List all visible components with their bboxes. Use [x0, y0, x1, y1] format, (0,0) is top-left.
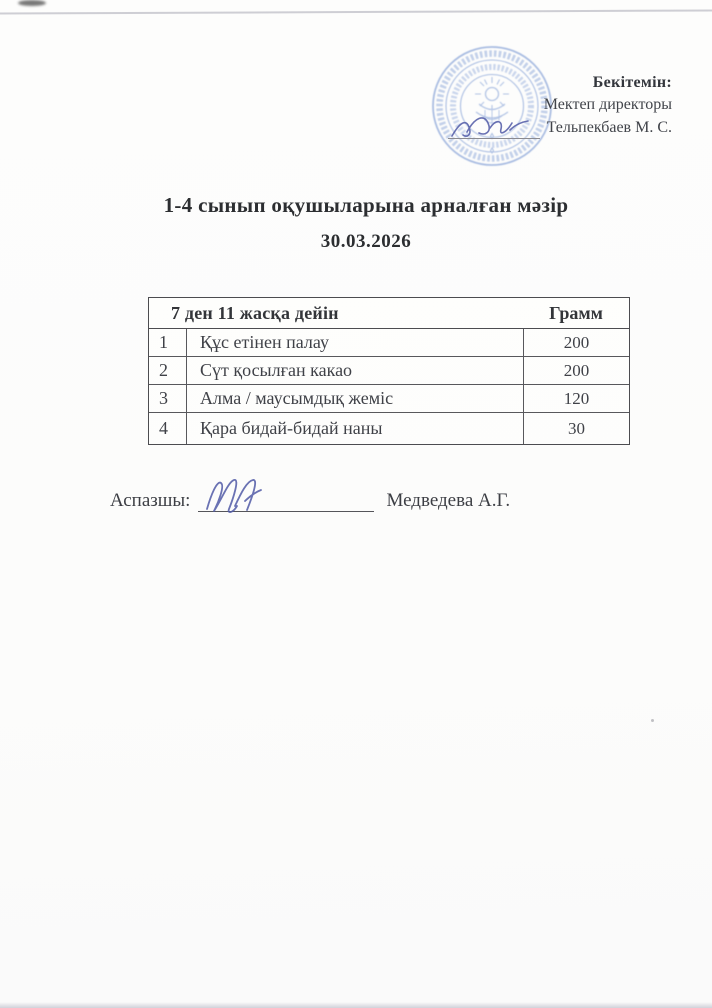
approval-block: [448, 72, 672, 139]
title-block: [20, 193, 712, 253]
table-row: [149, 413, 629, 444]
cook-label: Аспазшы:: [110, 490, 191, 511]
dish-name: Қара бидай-бидай наны: [200, 418, 383, 438]
row-number: 1: [149, 329, 187, 356]
menu-table-header: [149, 298, 629, 329]
dish-name: Алма / маусымдық жеміс: [200, 388, 394, 408]
scan-artifact-bottom-edge: [0, 1002, 712, 1008]
menu-title: 1-4 сынып оқушыларына арналған мәзір: [163, 193, 569, 217]
cook-signature-icon: [202, 473, 264, 515]
grams-value: 120: [523, 385, 629, 412]
table-row: [149, 357, 629, 385]
menu-table: [148, 297, 630, 445]
scan-artifact-speck: [651, 719, 654, 722]
table-header-grams: Грамм: [549, 302, 603, 323]
dish-name: Сүт қосылған какао: [200, 360, 353, 380]
director-signature-line: [448, 119, 540, 139]
menu-date: 30.03.2026: [320, 231, 412, 252]
row-number: 4: [149, 413, 187, 444]
table-row: [149, 385, 629, 413]
grams-value: 200: [523, 357, 629, 384]
director-name: Тельпекбаев М. С.: [546, 119, 672, 136]
row-number: 3: [149, 385, 187, 412]
cook-name: Медведева А.Г.: [386, 490, 511, 511]
approval-heading: Бекітемін:: [592, 74, 672, 91]
table-header-age-group: 7 ден 11 жасқа дейін: [171, 302, 339, 323]
grams-value: 200: [523, 329, 629, 356]
director-role: Мектеп директоры: [543, 96, 672, 113]
scan-artifact-corner-mark: [18, 0, 46, 6]
grams-value: 30: [523, 413, 629, 444]
director-signature-row: [448, 117, 672, 139]
table-row: [149, 329, 629, 357]
scan-artifact-top-line: [0, 9, 712, 14]
cook-signature-line: [198, 488, 374, 512]
cook-signature-block: [110, 488, 510, 512]
director-signature-icon: [448, 110, 532, 142]
dish-name: Құс етінен палау: [200, 332, 329, 352]
row-number: 2: [149, 357, 187, 384]
